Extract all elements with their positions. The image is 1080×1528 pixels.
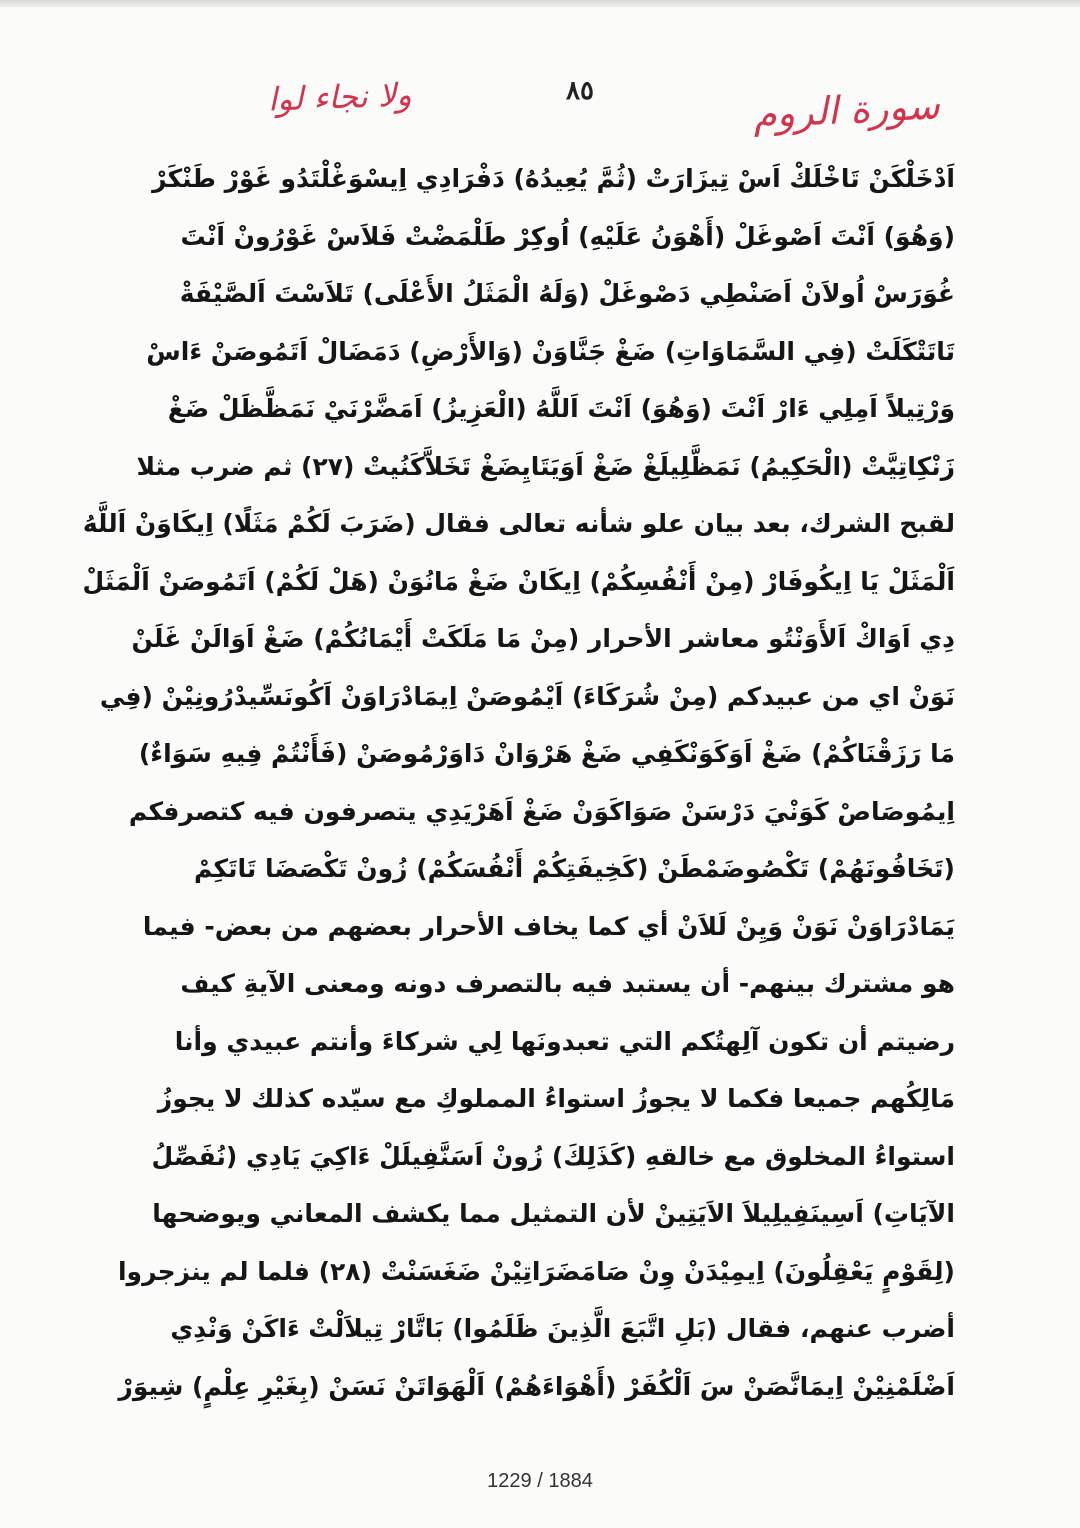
text-line: زَنْكِاتِيَّتْ (الْحَكِيمُ) نَمَظَّلِيلَغْ ضَغْ اَوَيَتَايِضَغْ تَخَلاَّكَنُيتْ (٢٧) ثم ضرب مثلا xyxy=(136,451,955,481)
text-line: اَدْخَلْكَنْ تَاخْلَكْ اَسْ تِيزَارَتْ (ثُمَّ يُعِيدُهُ) دَفْرَادِي اِيسْوَغْلْتَدُو غَوْرْ طَنْكَرْ xyxy=(152,164,955,193)
page-number: ٨٥ xyxy=(566,76,594,106)
text-line: رضيتم أن تكون آلِهتُكم التي تعبدونَها لِي شركاءَ وأنتم عبيدي وأنا xyxy=(174,1026,955,1056)
text-line: لقبح الشرك، بعد بيان علو شأنه تعالى فقال (ضَرَبَ لَكُمْ مَثَلًا) اِيكَاوَنْ اَللَّهُ xyxy=(82,509,955,538)
text-line: غُوَرَسْ اُولاَنْ اَصَنْطِي دَصْوغَلْ (وَلَهُ الْمَثَلُ الأَعْلَى) تَلاَسْتَ اَلصَّيْفَةْ xyxy=(179,279,955,308)
text-line: الآيَاتِ) اَسِينَفِيلِيلاَ الاَيَتِينْ لأن التمثيل مما يكشف المعاني ويوضحها xyxy=(152,1199,955,1228)
text-line: اَضْلَمْنِيْنْ اِيمَانَّصَنْ سَ اَلْكُفَرْ (أَهْوَاءَهُمْ) اَلْهَوَاتَنْ نَسَنْ (بِغَيْرِ عِلْمٍ) شِيوَرْ xyxy=(118,1371,955,1401)
text-line: دِي اَوَاكْ اَلأَوَنْتُو معاشر الأحرار (مِنْ مَا مَلَكَتْ أَيْمَانُكُمْ) ضَغْ اَوَالَنْ غَلَنْ xyxy=(131,624,955,653)
text-line: (لِقَوْمٍ يَعْقِلُونَ) اِيمِيْدَنْ وِنْ صَامَضَرَاتِيْنْ ضَغَسَنْتْ (٢٨) فلما لم ينزجروا xyxy=(117,1256,955,1286)
text-line: أضرب عنهم، فقال (بَلِ اتَّبَعَ الَّذِينَ ظَلَمُوا) بَاتَّارْ تِيلاَلْتْ ءَاكَنْ وَنْدِي xyxy=(170,1314,955,1343)
text-line: استواءُ المخلوق مع خالقهِ (كَذَلِكَ) زُونْ اَسَنَّفِيلَلْ ءَاكِيَ يَادِي (نُفَصِّلُ xyxy=(151,1141,955,1171)
text-line: تَاتَتْكَلَتْ (فِي السَّمَاوَاتِ) ضَغْ جَنَّاوَنْ (وَالأَرْضِ) دَمَضَالْ اَتَمُوصَنْ ءَاسْ xyxy=(146,336,955,366)
page-counter: 1229 / 1884 xyxy=(487,1470,593,1492)
text-line: (تَخَافُونَهُمْ) تَكْصُوضَمْطَنْ (كَخِيفَتِكُمْ أَنْفُسَكُمْ) زُونْ تَكْصَضَا تَاتَكِمْ xyxy=(193,854,955,883)
text-line: هو مشترك بينهم- أن يستبد فيه بالتصرف دونه ومعنى الآيةِ كيف xyxy=(180,969,955,998)
text-line: يَمَادْرَاوَنْ نَوَنْ وَيِنْ لَلاَنْ أي كما يخاف الأحرار بعضهم من بعض- فيما xyxy=(142,911,955,941)
text-line: اِيمُوصَاصْ كَوَنْيَ دَرْسَنْ صَوَاكَوَنْ ضَغْ اَهَرْيَدِي يتصرفون فيه كتصرفكم xyxy=(128,796,955,826)
page-header xyxy=(0,70,1080,140)
text-line: (وَهُوَ) اَنْتَ اَصْوغَلْ (أَهْوَنُ عَلَيْهِ) اُوكِرْ طَلْمَضْتْ فَلاَسْ غَوْرُونْ اَنْتَ xyxy=(180,221,955,251)
page-top-edge xyxy=(0,0,1080,7)
page-body-text xyxy=(82,150,955,1415)
text-line: مَا رَزَقْنَاكُمْ) ضَغْ اَوَكَوَنْكَفِي ضَغْ هَرْوَانْ دَاوَرْمُوصَنْ (فَأَنْتُمْ فِيهِ سَوَاءٌ) xyxy=(138,739,955,768)
text-line: نَوَنْ اي من عبيدكم (مِنْ شُرَكَاءَ) اَيْمُوصَنْ اِيمَادْرَاوَنْ اَكُونَسِّيدْرُونِيْنْ (فِي xyxy=(99,681,955,711)
surah-name: سورة الروم xyxy=(752,83,942,137)
text-line: وَرْتِيلاً اَمِلِي ءَارْ اَنْتَ (وَهُوَ) اَنْتَ اَللَّهُ (الْعَزِيزُ) اَمَضَّرْنَيْ نَمَظَّظَلْ ضَغْ xyxy=(167,394,955,423)
handwritten-marker: ولا نجاء لوا xyxy=(267,75,413,119)
text-line: مَالِكُهم جميعا فكما لا يجوزُ استواءُ المملوكِ مع سيّده كذلك لا يجوزُ xyxy=(157,1084,955,1113)
text-line: اَلْمَثَلْ يَا اِيكُوفَارْ (مِنْ أَنْفُسِكُمْ) اِيكَانْ ضَغْ مَانُوَنْ (هَلْ لَكُمْ) اَتَمُوصَنْ اَلْمَثَلْ xyxy=(82,566,955,596)
